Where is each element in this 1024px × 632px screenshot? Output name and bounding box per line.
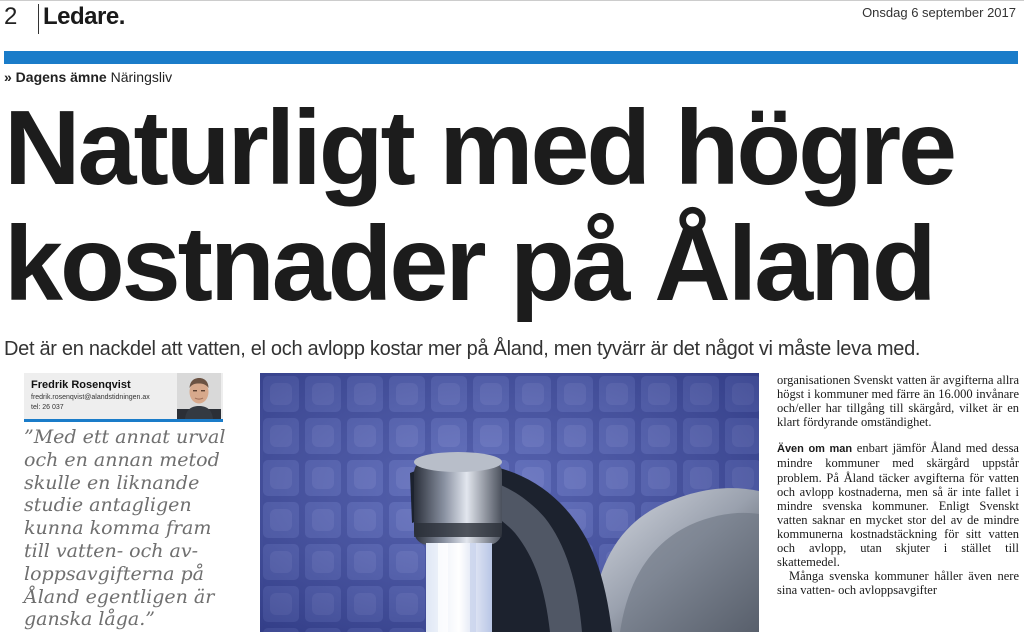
- paragraph-lead-in: Även om man: [777, 443, 853, 456]
- issue-date: Onsdag 6 september 2017: [862, 5, 1016, 20]
- headline-line-1: Naturligt med högre: [4, 89, 955, 207]
- top-rule: [0, 0, 1024, 1]
- masthead-divider: [38, 4, 39, 34]
- section-title: Ledare.: [43, 3, 125, 30]
- headline: [4, 90, 1020, 322]
- headline-line-2: kostnader på Åland: [4, 205, 934, 323]
- author-portrait-icon: [177, 373, 221, 419]
- section-color-bar: [4, 51, 1018, 64]
- paragraph-text: enbart jämför Åland med dessa mindre kommuner med skärgård uppstår problem. På Åland täcker avgifterna för vatten och avlopp kostnaderna, men så är inte fallet i mindre svenska kommuner. Enligt Svenskt vatten saknar en mycket stor del av de mindre kommunerna kostnadstäckning för sitt vatten och avlopp, utan skjuter i stället till skattemedel.: [777, 441, 1019, 570]
- author-email[interactable]: fredrik.rosenqvist@alandstidningen.ax: [31, 394, 150, 401]
- page-number: 2: [4, 3, 18, 30]
- author-name: Fredrik Rosenqvist: [31, 379, 131, 391]
- kicker-topic: Näringsliv: [110, 69, 173, 85]
- author-phone: tel: 26 037: [31, 404, 64, 411]
- pull-quote: ”Med ett annat urval och en annan metod skulle en liknande studie antagligen kunna komma fram till vatten- och av- loppsavgifterna på Åland egentligen är ganska låga.”: [24, 426, 226, 631]
- faucet-illustration: [260, 373, 759, 632]
- byline-box: [24, 373, 223, 422]
- article-body: [777, 373, 1019, 632]
- article-paragraph: [777, 441, 1019, 569]
- article-paragraph: organisationen Svenskt vatten är avgifterna allra högst i kommuner med färre än 16.000 invånare och/eller har tillgång till skärgård, vilket är en klart fördyrande omständighet.: [777, 373, 1019, 430]
- kicker-label: » Dagens ämne: [4, 69, 107, 85]
- water-faucet-photo: [260, 373, 759, 632]
- standfirst: Det är en nackdel att vatten, el och avlopp kostar mer på Åland, men tyvärr är det något vi måste leva med.: [4, 338, 921, 360]
- kicker: [4, 68, 172, 86]
- article-paragraph: Många svenska kommuner håller även nere sina vatten- och avloppsavgifter: [777, 569, 1019, 598]
